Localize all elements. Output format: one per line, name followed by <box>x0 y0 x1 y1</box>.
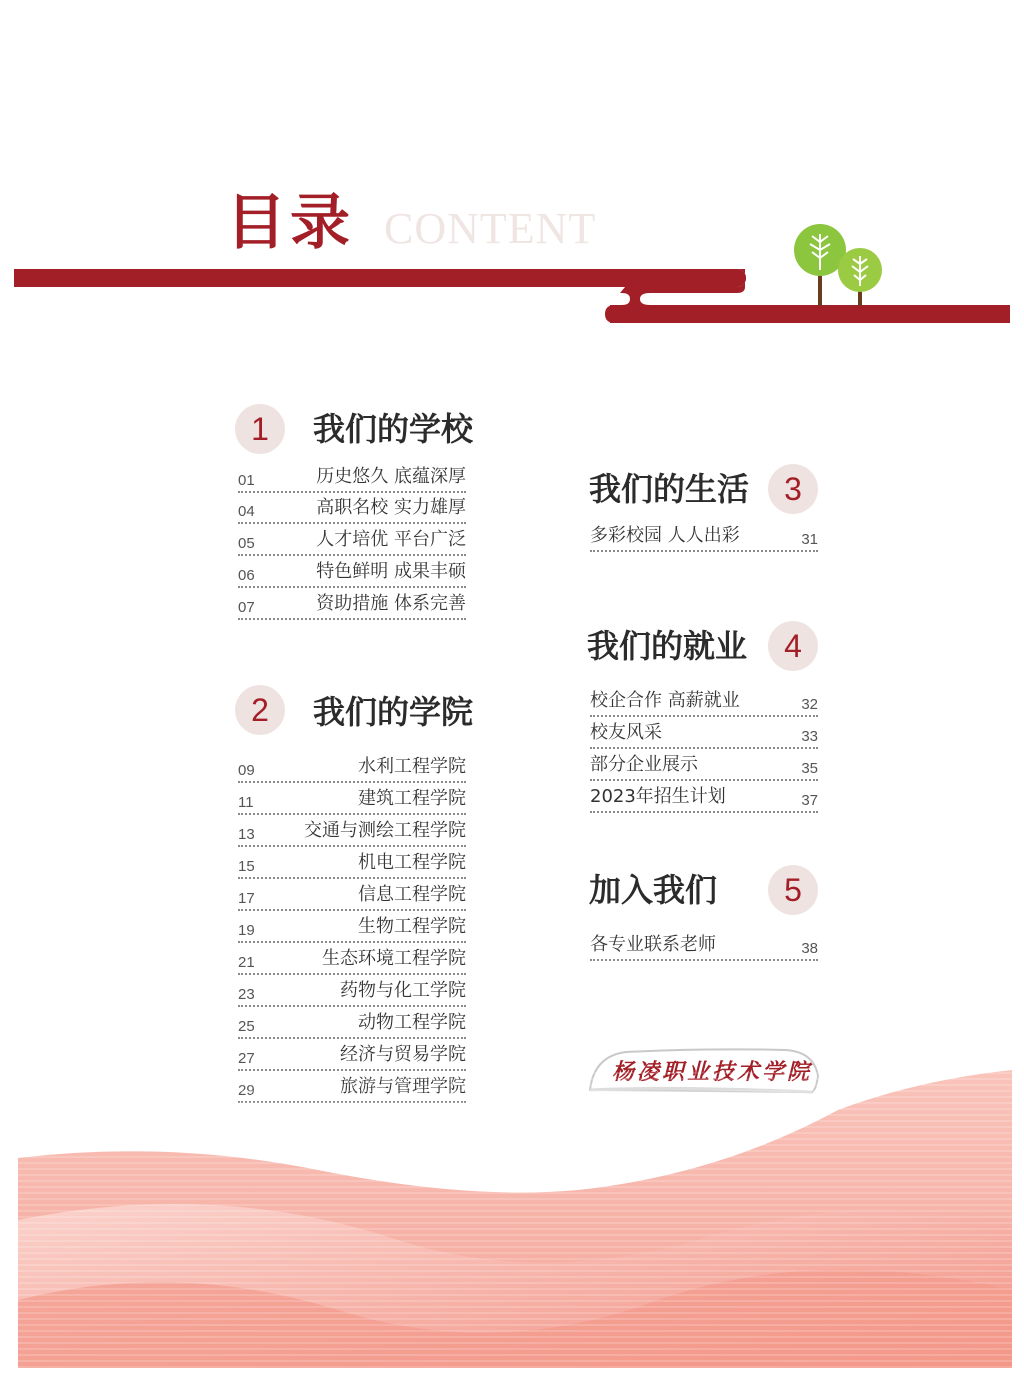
toc-entry[interactable] <box>238 817 466 847</box>
toc-entry[interactable] <box>238 494 466 524</box>
entry-label: 经济与贸易学院 <box>340 1044 466 1065</box>
page-number: 09 <box>238 762 255 779</box>
toc-entry[interactable] <box>238 1041 466 1071</box>
toc-entry[interactable] <box>238 753 466 783</box>
toc-entry[interactable] <box>238 849 466 879</box>
toc-entry[interactable] <box>590 783 818 813</box>
page-number: 07 <box>238 599 255 616</box>
toc-entry[interactable] <box>238 913 466 943</box>
page-number: 15 <box>238 858 255 875</box>
entry-label: 人才培优 平台广泛 <box>316 529 466 550</box>
page-number: 21 <box>238 954 255 971</box>
toc-entry[interactable] <box>238 977 466 1007</box>
section-title: 我们的生活 <box>589 470 750 508</box>
toc-entry[interactable] <box>238 558 466 588</box>
entry-label: 校友风采 <box>590 722 662 743</box>
wave-decoration <box>18 1070 1012 1368</box>
page-number: 05 <box>238 535 255 552</box>
entry-label: 机电工程学院 <box>358 852 466 873</box>
entry-label: 多彩校园 人人出彩 <box>590 525 740 546</box>
page-number: 32 <box>801 696 818 713</box>
entry-label: 2023年招生计划 <box>590 786 726 807</box>
page-number: 35 <box>801 760 818 777</box>
entry-label: 药物与化工学院 <box>340 980 466 1001</box>
section-number: 1 <box>235 404 285 454</box>
entry-label: 历史悠久 底蕴深厚 <box>316 466 466 487</box>
entry-label: 建筑工程学院 <box>358 788 466 809</box>
toc-entry[interactable] <box>590 931 818 961</box>
section-number: 3 <box>768 464 818 514</box>
entry-label: 高职名校 实力雄厚 <box>316 497 466 518</box>
section-number: 2 <box>235 685 285 735</box>
entry-label: 校企合作 高薪就业 <box>590 690 740 711</box>
page-title: 目录 <box>226 188 354 258</box>
section-number: 4 <box>768 621 818 671</box>
toc-entry[interactable] <box>238 881 466 911</box>
page-number: 19 <box>238 922 255 939</box>
page-number: 37 <box>801 792 818 809</box>
toc-entry[interactable] <box>238 526 466 556</box>
section-title: 加入我们 <box>589 871 718 909</box>
entry-label: 动物工程学院 <box>358 1012 466 1033</box>
entry-label: 交通与测绘工程学院 <box>304 820 466 841</box>
toc-entry[interactable] <box>590 719 818 749</box>
toc-entry[interactable] <box>238 785 466 815</box>
toc-entry[interactable] <box>238 463 466 493</box>
page-number: 01 <box>238 472 255 489</box>
tree-icon <box>790 220 900 315</box>
toc-entry[interactable] <box>590 687 818 717</box>
page-number: 11 <box>238 794 254 811</box>
entry-label: 生物工程学院 <box>358 916 466 937</box>
page-number: 13 <box>238 826 255 843</box>
page-number: 06 <box>238 567 255 584</box>
entry-label: 各专业联系老师 <box>590 934 716 955</box>
toc-entry[interactable] <box>238 590 466 620</box>
section-number: 5 <box>768 865 818 915</box>
section-title: 我们的学院 <box>313 693 474 731</box>
page-number: 27 <box>238 1050 255 1067</box>
section-title: 我们的学校 <box>313 410 474 448</box>
entry-label: 水利工程学院 <box>358 756 466 777</box>
toc-entry[interactable] <box>238 1009 466 1039</box>
page-number: 04 <box>238 503 255 520</box>
page-title-en: CONTENT <box>384 204 597 253</box>
toc-entry[interactable] <box>590 522 818 552</box>
page-number: 38 <box>801 940 818 957</box>
entry-label: 资助措施 体系完善 <box>316 593 466 614</box>
page-number: 17 <box>238 890 255 907</box>
page-number: 25 <box>238 1018 255 1035</box>
toc-entry[interactable] <box>590 751 818 781</box>
entry-label: 信息工程学院 <box>358 884 466 905</box>
page-number: 33 <box>801 728 818 745</box>
section-title: 我们的就业 <box>587 627 748 665</box>
toc-entry[interactable] <box>238 945 466 975</box>
entry-label: 生态环境工程学院 <box>322 948 466 969</box>
entry-label: 特色鲜明 成果丰硕 <box>316 561 466 582</box>
entry-label: 部分企业展示 <box>590 754 698 775</box>
page-number: 23 <box>238 986 255 1003</box>
page-number: 31 <box>801 531 818 548</box>
